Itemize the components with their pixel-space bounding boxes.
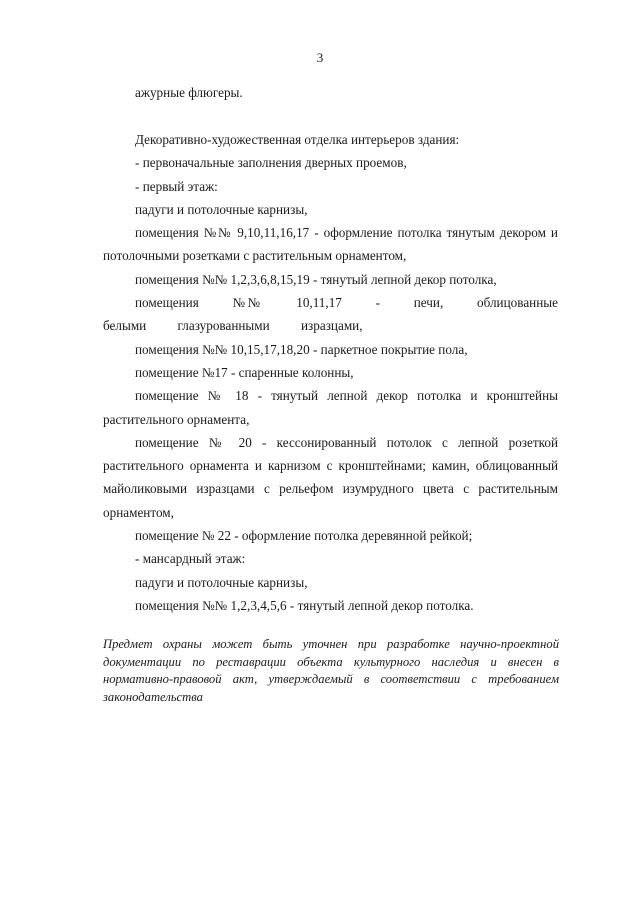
list-item: помещение № 18 - тянутый лепной декор потолка и кронштейны растительного орнамента, xyxy=(103,388,558,427)
list-item: - первый этаж: xyxy=(135,178,218,194)
list-item: помещение № 22 - оформление потолка деревянной рейкой; xyxy=(135,528,473,544)
list-item: помещения №№ 1,2,3,4,5,6 - тянутый лепной декор потолка. xyxy=(135,597,474,613)
continuation-text-block xyxy=(103,81,558,104)
list-item: помещение № 20 - кессонированный потолок с лепной розеткой растительного орнамента и карнизом с кронштейнами; камин, облицованный майоликовыми изразцами с рельефом изумрудного цвета с растительным орнаментом, xyxy=(103,434,558,520)
list-item: помещения №№ 1,2,3,6,8,15,19 - тянутый лепной декор потолка, xyxy=(135,271,497,287)
list-item: падуги и потолочные карнизы, xyxy=(135,574,308,590)
list-item: помещения №№ 9,10,11,16,17 - оформление потолка тянутым декором и потолочными розетками с растительным орнаментом, xyxy=(103,225,558,264)
list-item: падуги и потолочные карнизы, xyxy=(135,201,308,217)
section-heading: Декоративно-художественная отделка интерьеров здания: xyxy=(135,132,460,147)
list-item: помещение №17 - спаренные колонны, xyxy=(135,364,354,380)
list-item: - мансардный этаж: xyxy=(135,551,246,567)
interior-decor-list xyxy=(103,128,558,617)
list-item: помещения №№ 10,15,17,18,20 - паркетное покрытие пола, xyxy=(135,341,468,357)
protection-note: Предмет охраны может быть уточнен при разработке научно-проектной документации по реставрации объекта культурного наследия и внесен в нормативно-правовой акт, утверждаемый в соответствии с требованием законодательства xyxy=(103,637,559,704)
list-item: - первоначальные заполнения дверных проемов, xyxy=(135,155,407,171)
continuation-line: ажурные флюгеры. xyxy=(135,85,243,100)
page-number: 3 xyxy=(316,50,324,65)
list-item: помещения №№ 10,11,17 - печи, облицованные белыми глазурованными изразцами, xyxy=(103,295,558,334)
